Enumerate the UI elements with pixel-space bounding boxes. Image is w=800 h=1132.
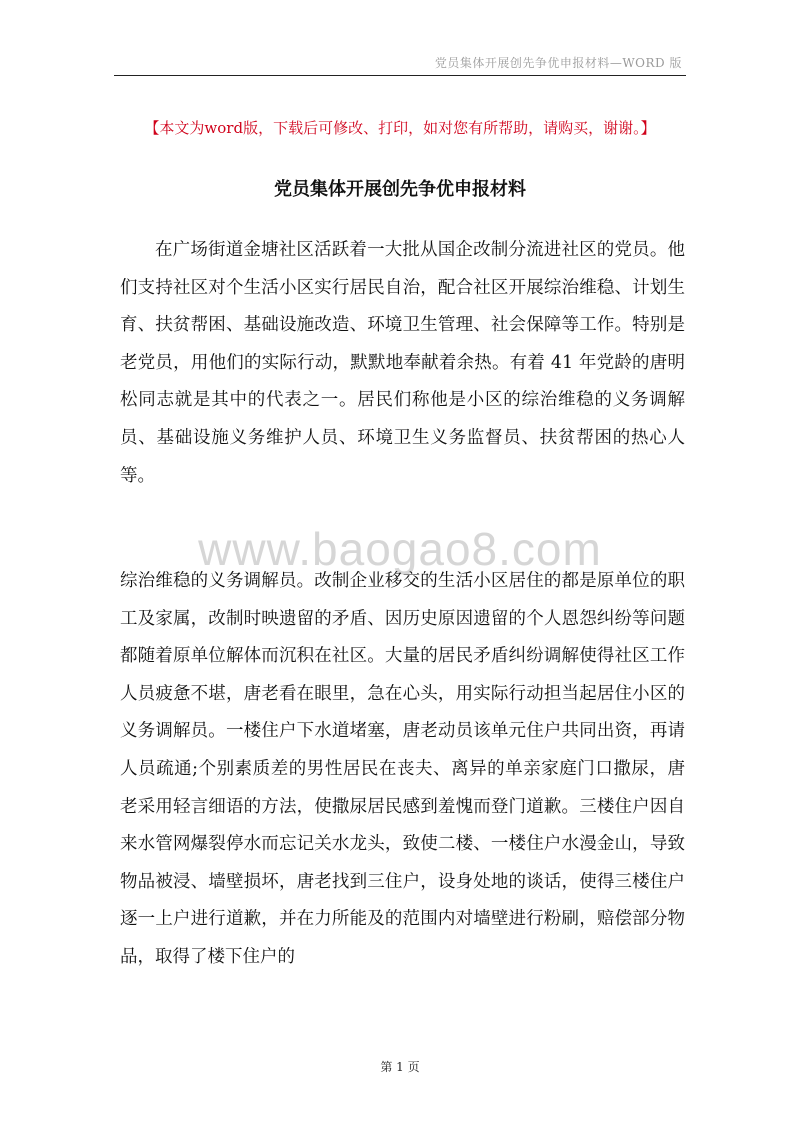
- watermark: www.baogao8.com: [198, 523, 602, 575]
- download-notice: 【本文为word版，下载后可修改、打印，如对您有所帮助，请购买，谢谢。】: [144, 119, 656, 137]
- header-divider: [114, 75, 686, 76]
- page-number: 第 1 页: [380, 1060, 420, 1074]
- body-paragraph-2: 综治维稳的义务调解员。改制企业移交的生活小区居住的都是原单位的职工及家属，改制时映遗留的矛盾、因历史原因遗留的个人恩怨纠纷等问题都随着原单位解体而沉积在社区。大量的居民矛盾纠纷调解使得社区工作人员疲惫不堪，唐老看在眼里，急在心头，用实际行动担当起居住小区的义务调解员。一楼住户下水道堵塞，唐老动员该单元住户共同出资，再请人员疏通;个别素质差的男性居民在丧夫、离异的单亲家庭门口撒尿，唐老采用轻言细语的方法，使撒尿居民感到羞愧而登门道歉。三楼住户因自来水管网爆裂停水而忘记关水龙头，致使二楼、一楼住户水漫金山，导致物品被浸、墙壁损坏，唐老找到三住户，设身处地的谈话，使得三楼住户逐一上户进行道歉，并在力所能及的范围内对墙壁进行粉刷，赔偿部分物品，取得了楼下住户的: [120, 571, 685, 967]
- body-paragraph-1: 在广场街道金塘社区活跃着一大批从国企改制分流进社区的党员。他们支持社区对个生活小区实行居民自治，配合社区开展综治维稳、计划生育、扶贫帮困、基础设施改造、环境卫生管理、社会保障等工作。特别是老党员，用他们的实际行动，默默地奉献着余热。有着 41 年党龄的唐明松同志就是其中的代表之一。居民们称他是小区的综治维稳的义务调解员、基础设施义务维护人员、环境卫生义务监督员、扶贫帮困的热心人等。: [120, 240, 685, 486]
- page-header: 党员集体开展创先争优申报材料—WORD 版: [434, 56, 682, 70]
- document-title: 党员集体开展创先争优申报材料: [274, 179, 526, 200]
